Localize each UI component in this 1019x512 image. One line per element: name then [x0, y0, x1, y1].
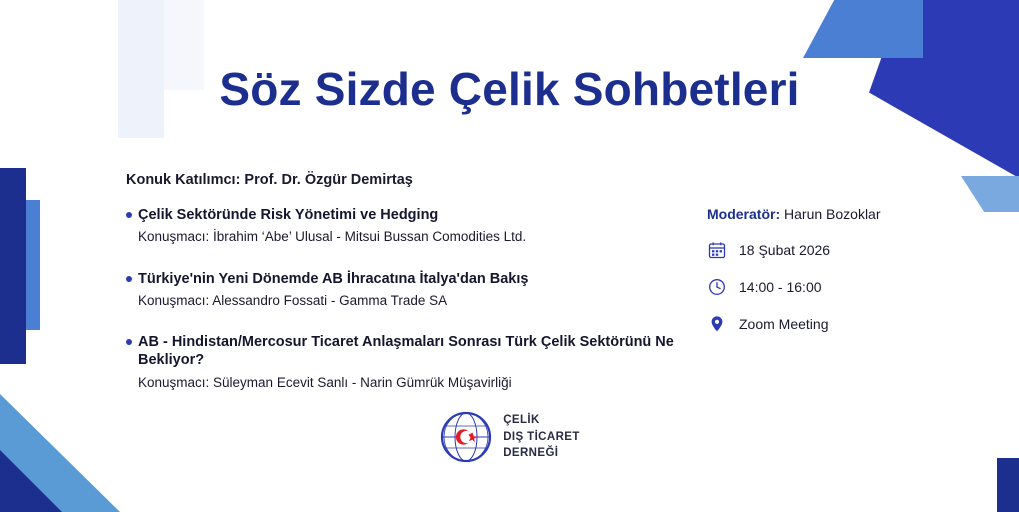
session-topic — [126, 206, 736, 224]
event-time-row — [707, 277, 937, 297]
event-info-panel — [707, 206, 937, 351]
celik-dis-ticaret-dernegi-logo-icon — [439, 410, 493, 464]
bullet-icon — [126, 339, 132, 345]
decorative-shape-top-right-blue — [803, 0, 923, 58]
logo-line-3: DERNEĞİ — [503, 447, 559, 460]
list-item — [126, 333, 736, 391]
decorative-shape-right-lightblue — [961, 176, 1019, 212]
footer-logo — [0, 410, 1019, 464]
logo-line-1: ÇELİK — [503, 413, 540, 426]
session-topic — [126, 270, 736, 288]
session-topic-text: AB - Hindistan/Mercosur Ticaret Anlaşmaları Sonrası Türk Çelik Sektörünü Ne Bekliyor? — [138, 334, 674, 369]
page-title: Söz Sizde Çelik Sohbetleri — [219, 63, 800, 115]
event-date-row — [707, 240, 937, 260]
decorative-bar-left-blue — [26, 200, 40, 330]
session-topic-text: Çelik Sektöründe Risk Yönetimi ve Hedging — [138, 207, 439, 223]
logo-wordmark — [503, 412, 580, 462]
list-item — [126, 270, 736, 310]
list-item — [126, 206, 736, 246]
event-date-text: 18 Şubat 2026 — [739, 242, 831, 258]
moderator-name: Harun Bozoklar — [784, 206, 881, 222]
guest-participant-label: Konuk Katılımcı: Prof. Dr. Özgür Demirtaş — [126, 172, 413, 188]
session-speaker: Konuşmacı: Alessandro Fossati - Gamma Trade SA — [138, 292, 448, 308]
decorative-block-bottom-right — [997, 458, 1019, 512]
session-speaker: Konuşmacı: İbrahim ‘Abe’ Ulusal - Mitsui Bussan Comodities Ltd. — [138, 229, 527, 245]
logo-line-2: DIŞ TİCARET — [503, 430, 580, 443]
session-topic — [126, 333, 736, 369]
session-speaker: Konuşmacı: Süleyman Ecevit Sanlı - Narin Gümrük Müşavirliği — [138, 374, 512, 390]
bullet-icon — [126, 212, 132, 218]
location-pin-icon — [707, 314, 727, 334]
event-time-text: 14:00 - 16:00 — [739, 279, 822, 295]
bullet-icon — [126, 276, 132, 282]
calendar-icon — [707, 240, 727, 260]
clock-icon — [707, 277, 727, 297]
moderator-label: Moderatör: — [707, 206, 781, 222]
session-topic-text: Türkiye'nin Yeni Dönemde AB İhracatına İtalya'dan Bakış — [138, 270, 529, 287]
event-platform-row — [707, 314, 937, 334]
session-list — [126, 206, 736, 415]
decorative-bar-left-navy — [0, 168, 26, 364]
event-platform-text: Zoom Meeting — [739, 316, 829, 332]
moderator-line — [707, 206, 937, 222]
